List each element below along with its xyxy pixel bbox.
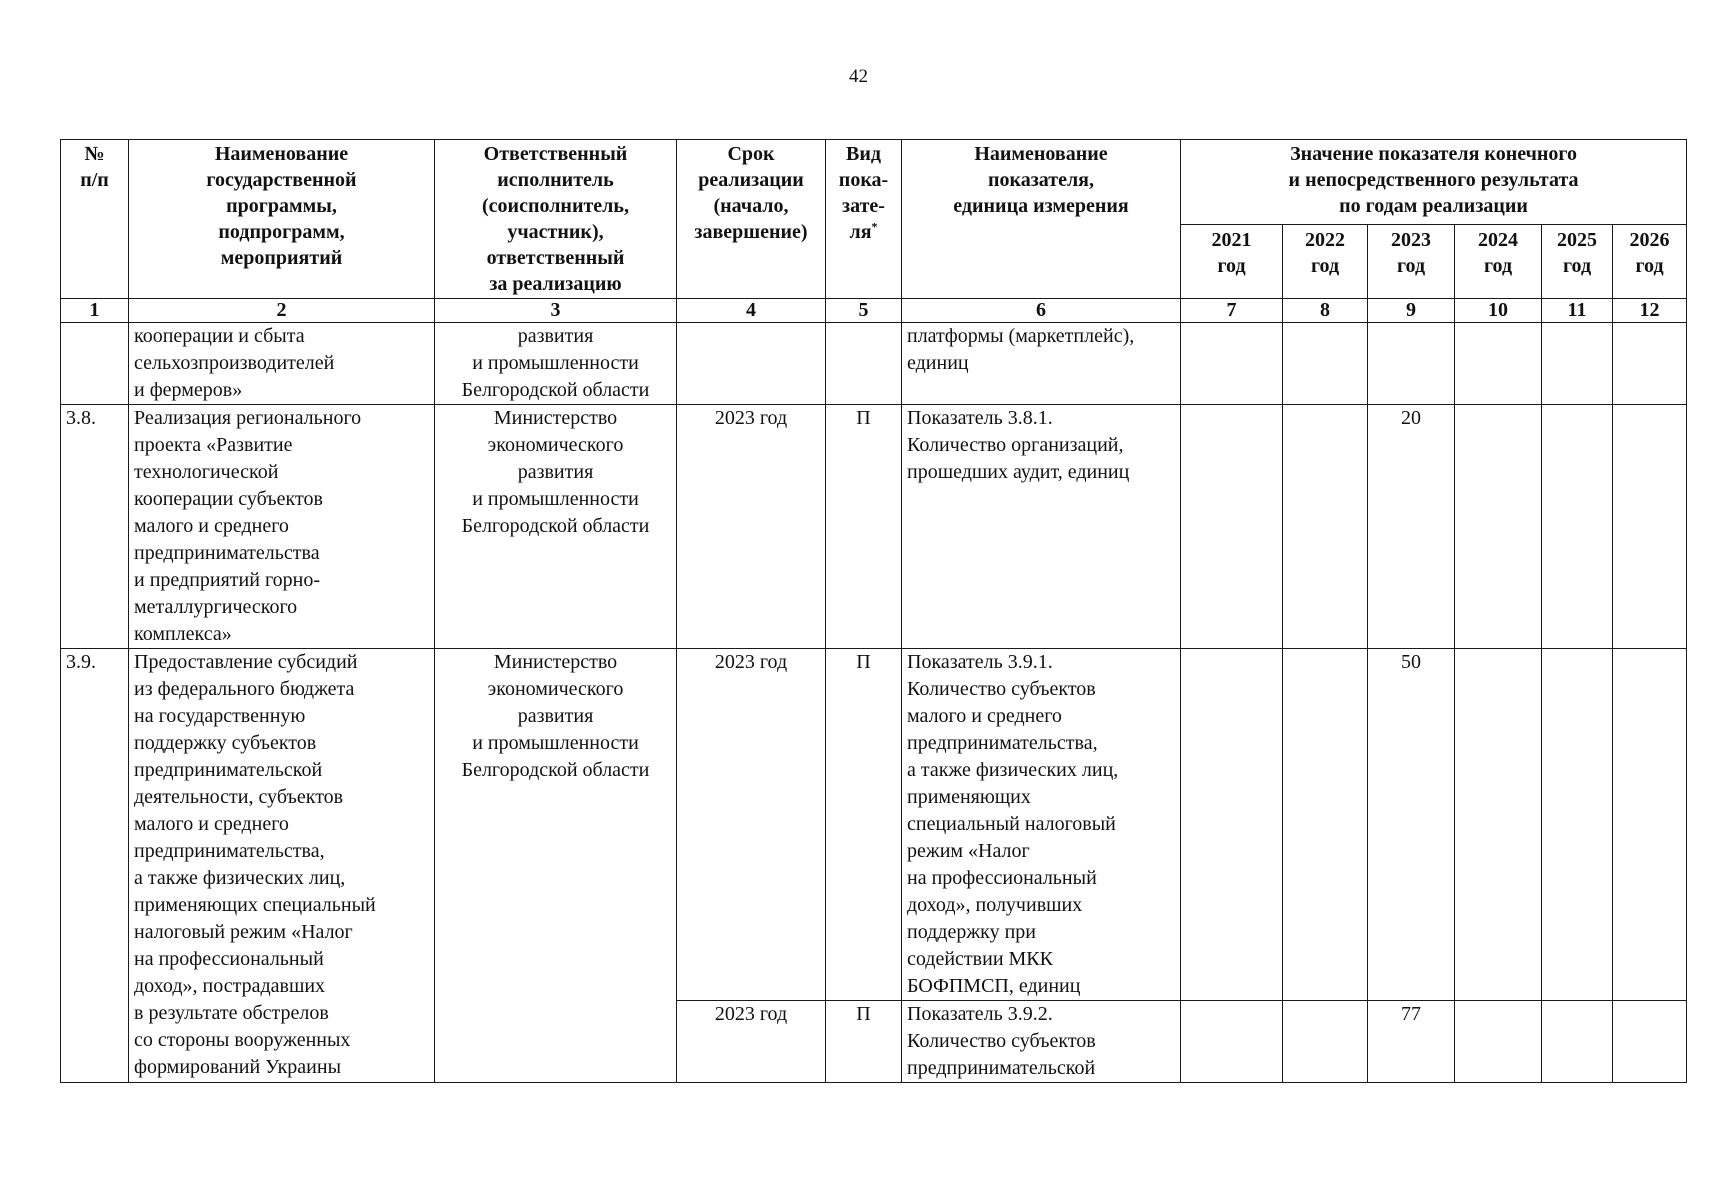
header-year-2024: 2024 год bbox=[1455, 225, 1542, 299]
table-row bbox=[61, 649, 1687, 1001]
row-term bbox=[677, 323, 826, 405]
row-value-2024 bbox=[1455, 405, 1542, 649]
header-indicator-kind bbox=[826, 140, 902, 299]
row-value-2022 bbox=[1283, 405, 1368, 649]
row-value-2024 bbox=[1455, 649, 1542, 1001]
row-value-2026 bbox=[1613, 649, 1687, 1001]
column-number: 9 bbox=[1368, 299, 1455, 323]
row-value-2025 bbox=[1542, 405, 1613, 649]
indicator-table bbox=[60, 139, 1687, 1083]
row-value-2026 bbox=[1613, 405, 1687, 649]
header-year-2021: 2021 год bbox=[1181, 225, 1283, 299]
header-executor: Ответственный исполнитель (соисполнитель, участник), ответственный за реализацию bbox=[435, 140, 677, 299]
row-value-2022 bbox=[1283, 649, 1368, 1001]
column-number: 7 bbox=[1181, 299, 1283, 323]
header-values-group: Значение показателя конечного и непосредственного результата по годам реализации bbox=[1181, 140, 1687, 225]
header-num: № п/п bbox=[61, 140, 129, 299]
row-value-2024 bbox=[1455, 323, 1542, 405]
header-year-2026: 2026 год bbox=[1613, 225, 1687, 299]
row-executor: развития и промышленности Белгородской области bbox=[435, 323, 677, 405]
column-number: 1 bbox=[61, 299, 129, 323]
column-number: 2 bbox=[129, 299, 435, 323]
row-value-2025 bbox=[1542, 1001, 1613, 1083]
page-number: 42 bbox=[849, 66, 868, 87]
row-value-2023: 50 bbox=[1368, 649, 1455, 1001]
row-kind: П bbox=[826, 1001, 902, 1083]
row-num: 3.8. bbox=[61, 405, 129, 649]
row-value-2023: 20 bbox=[1368, 405, 1455, 649]
row-program-name: Реализация регионального проекта «Развитие технологической кооперации субъектов малого и среднего предпринимательства и предприятий горно- металлургического комплекса» bbox=[129, 405, 435, 649]
row-value-2025 bbox=[1542, 323, 1613, 405]
row-kind: П bbox=[826, 405, 902, 649]
row-program-name: кооперации и сбыта сельхозпроизводителей и фермеров» bbox=[129, 323, 435, 405]
column-number: 8 bbox=[1283, 299, 1368, 323]
header-indicator-kind-label: Вид пока- зате- ля bbox=[838, 143, 889, 243]
row-value-2021 bbox=[1181, 405, 1283, 649]
column-number: 10 bbox=[1455, 299, 1542, 323]
column-number: 4 bbox=[677, 299, 826, 323]
row-num: 3.9. bbox=[61, 649, 129, 1083]
row-num bbox=[61, 323, 129, 405]
header-year-2022: 2022 год bbox=[1283, 225, 1368, 299]
row-value-2021 bbox=[1181, 323, 1283, 405]
header-year-2023: 2023 год bbox=[1368, 225, 1455, 299]
row-term: 2023 год bbox=[677, 649, 826, 1001]
row-program-name: Предоставление субсидий из федерального бюджета на государственную поддержку субъектов предпринимательской деятельности, субъектов малого и среднего предпринимательства, а также физических лиц, применяющих специальный налоговый режим «Налог на профессиональный доход», пострадавших в результате обстрелов со стороны вооруженных формирований Украины bbox=[129, 649, 435, 1083]
row-value-2022 bbox=[1283, 323, 1368, 405]
indicator-table-wrapper bbox=[60, 139, 1686, 1083]
table-row bbox=[61, 405, 1687, 649]
row-value-2023: 77 bbox=[1368, 1001, 1455, 1083]
row-term: 2023 год bbox=[677, 405, 826, 649]
row-value-2025 bbox=[1542, 649, 1613, 1001]
row-executor: Министерство экономического развития и промышленности Белгородской области bbox=[435, 649, 677, 1083]
column-numbers-row bbox=[61, 299, 1687, 323]
header-year-2025: 2025 год bbox=[1542, 225, 1613, 299]
row-value-2021 bbox=[1181, 1001, 1283, 1083]
row-indicator: Показатель 3.8.1. Количество организаций, прошедших аудит, единиц bbox=[902, 405, 1181, 649]
header-indicator-name: Наименование показателя, единица измерения bbox=[902, 140, 1181, 299]
row-indicator: платформы (маркетплейс), единиц bbox=[902, 323, 1181, 405]
row-executor: Министерство экономического развития и промышленности Белгородской области bbox=[435, 405, 677, 649]
row-term: 2023 год bbox=[677, 1001, 826, 1083]
row-indicator: Показатель 3.9.1. Количество субъектов малого и среднего предпринимательства, а также физических лиц, применяющих специальный налоговый режим «Налог на профессиональный доход», получивших поддержку при содействии МКК БОФПМСП, единиц bbox=[902, 649, 1181, 1001]
row-value-2021 bbox=[1181, 649, 1283, 1001]
row-indicator: Показатель 3.9.2. Количество субъектов предпринимательской bbox=[902, 1001, 1181, 1083]
column-number: 6 bbox=[902, 299, 1181, 323]
footnote-mark: * bbox=[871, 219, 878, 234]
row-kind: П bbox=[826, 649, 902, 1001]
row-value-2023 bbox=[1368, 323, 1455, 405]
header-term: Срок реализации (начало, завершение) bbox=[677, 140, 826, 299]
table-row bbox=[61, 323, 1687, 405]
table-header bbox=[61, 140, 1687, 323]
column-number: 11 bbox=[1542, 299, 1613, 323]
row-value-2022 bbox=[1283, 1001, 1368, 1083]
row-value-2026 bbox=[1613, 1001, 1687, 1083]
column-number: 5 bbox=[826, 299, 902, 323]
column-number: 12 bbox=[1613, 299, 1687, 323]
row-value-2024 bbox=[1455, 1001, 1542, 1083]
row-kind bbox=[826, 323, 902, 405]
row-value-2026 bbox=[1613, 323, 1687, 405]
column-number: 3 bbox=[435, 299, 677, 323]
header-program-name: Наименование государственной программы, подпрограмм, мероприятий bbox=[129, 140, 435, 299]
